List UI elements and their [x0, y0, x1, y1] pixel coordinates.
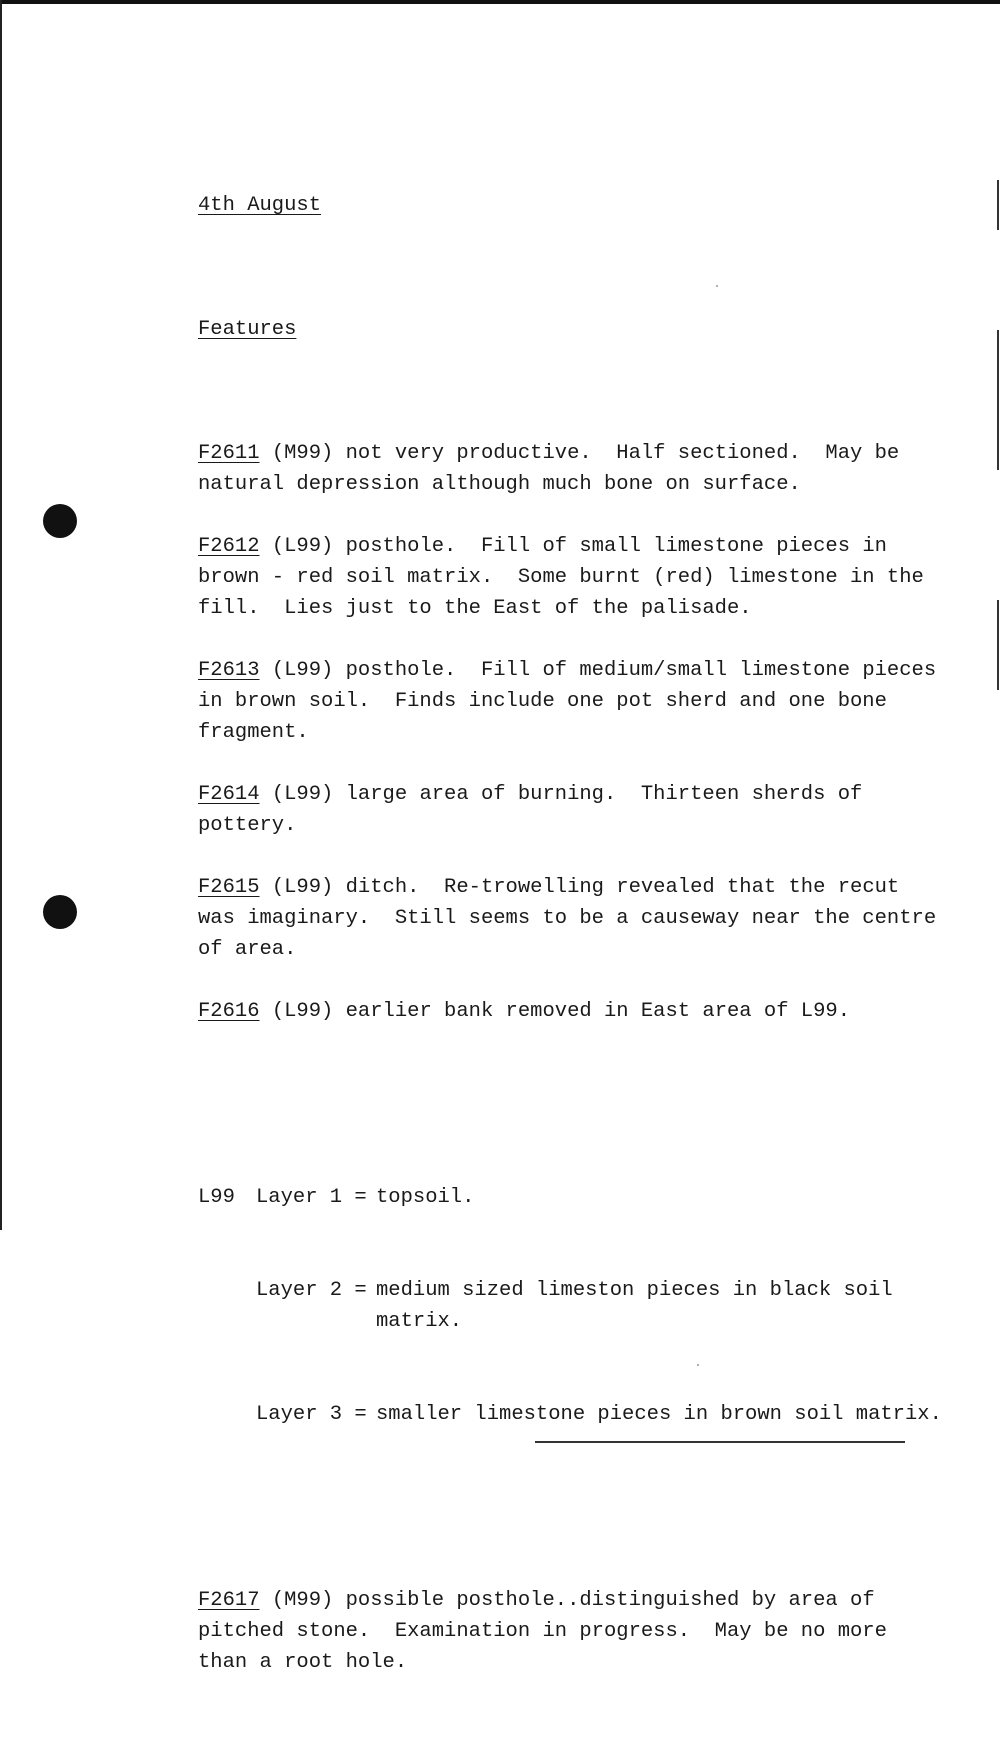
layer-description: medium sized limeston pieces in black soil matrix.	[376, 1279, 893, 1333]
feature-id: F2617	[198, 1589, 260, 1612]
layer-area-label: L99	[198, 1186, 235, 1209]
layer-row	[198, 1399, 958, 1430]
page-right-edge	[997, 330, 999, 470]
feature-text-line: F2616 (L99) earlier bank removed in East area of L99.	[198, 1000, 851, 1023]
layer-description: topsoil.	[376, 1186, 475, 1209]
punch-hole-top	[43, 504, 77, 538]
feature-list	[198, 438, 958, 1027]
feature-text-line: F2612 (L99) posthole. Fill of small limestone pieces in	[198, 535, 887, 558]
feature-entry	[198, 531, 958, 624]
feature-entry	[198, 996, 958, 1027]
feature-text-line: than a root hole.	[198, 1651, 408, 1674]
section-heading: Features	[198, 318, 297, 341]
feature-text-line: was imaginary. Still seems to be a causeway near the centre	[198, 907, 937, 930]
feature-entry	[198, 779, 958, 841]
layer-row	[198, 1182, 958, 1213]
layer-name: Layer 1 =	[256, 1186, 367, 1209]
layer-row	[198, 1275, 958, 1337]
page-right-edge	[997, 180, 999, 230]
page-left-edge	[0, 0, 2, 1230]
layer-list	[198, 1120, 958, 1492]
page-top-edge	[0, 0, 1000, 4]
date-heading: 4th August	[198, 194, 322, 217]
feature-id: F2612	[198, 535, 260, 558]
feature-text-line: brown - red soil matrix. Some burnt (red) limestone in the	[198, 566, 924, 589]
feature-id: F2613	[198, 659, 260, 682]
feature-text-line: pottery.	[198, 814, 297, 837]
punch-hole-bottom	[43, 895, 77, 929]
feature-text-line: fill. Lies just to the East of the palisade.	[198, 597, 752, 620]
feature-text-line: fragment.	[198, 721, 309, 744]
feature-entry	[198, 438, 958, 500]
feature-list	[198, 1585, 958, 1678]
feature-text-line: of area.	[198, 938, 297, 961]
feature-text-line: pitched stone. Examination in progress. May be no more	[198, 1620, 887, 1643]
feature-text-line: natural depression although much bone on surface.	[198, 473, 801, 496]
feature-text-line: in brown soil. Finds include one pot sherd and one bone	[198, 690, 887, 713]
feature-id: F2614	[198, 783, 260, 806]
feature-entry	[198, 1585, 958, 1678]
feature-id: F2616	[198, 1000, 260, 1023]
page-right-edge	[997, 600, 999, 690]
layer-name: Layer 3 =	[256, 1403, 367, 1426]
feature-entry	[198, 655, 958, 748]
layer-name: Layer 2 =	[256, 1279, 367, 1302]
feature-text-line: F2611 (M99) not very productive. Half sectioned. May be	[198, 442, 900, 465]
feature-text-line: F2617 (M99) possible posthole..distinguished by area of	[198, 1589, 875, 1612]
feature-id: F2615	[198, 876, 260, 899]
document-body	[198, 128, 958, 1740]
feature-text-line: F2615 (L99) ditch. Re-trowelling revealed that the recut	[198, 876, 900, 899]
layer-description: smaller limestone pieces in brown soil matrix.	[376, 1403, 942, 1426]
feature-text-line: F2613 (L99) posthole. Fill of medium/small limestone pieces	[198, 659, 937, 682]
feature-entry	[198, 872, 958, 965]
feature-text-line: F2614 (L99) large area of burning. Thirteen sherds of	[198, 783, 863, 806]
feature-id: F2611	[198, 442, 260, 465]
